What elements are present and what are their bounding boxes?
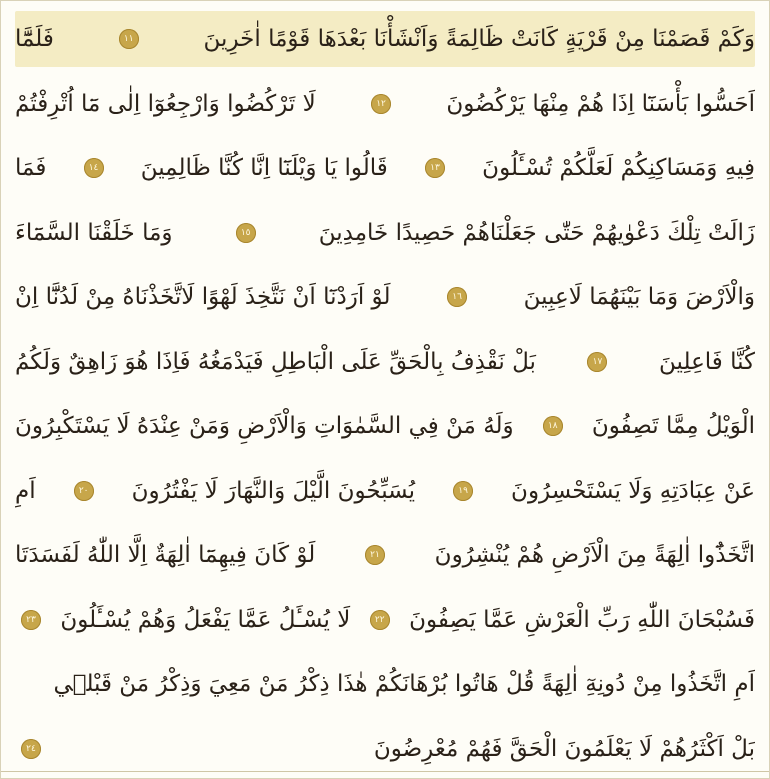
ayah-number-marker[interactable]: ١٣ [425, 158, 445, 178]
verse-text: كُنَّا فَاعِلِينَ [659, 349, 755, 375]
verse-text: اَمِ [15, 478, 36, 504]
verse-text: عَنْ عِبَادَتِهِ وَلَا يَسْتَحْسِرُونَ [511, 478, 755, 504]
verse-line[interactable] [15, 205, 755, 261]
verse-line[interactable] [15, 140, 755, 196]
verse-text: وَمَا خَلَقْنَا السَّمَٓاءَ [15, 220, 173, 246]
verse-text: يُسَبِّحُونَ الَّيْلَ وَالنَّهَارَ لَا يَفْتُرُونَ [131, 478, 416, 504]
ayah-number-marker[interactable]: ٢٣ [21, 610, 41, 630]
verse-text: اَحَسُّوا بَأْسَنَٓا اِذَا هُمْ مِنْهَا يَرْكُضُونَ [446, 91, 755, 117]
verse-line[interactable] [15, 398, 755, 454]
ayah-number-marker[interactable]: ٢٢ [370, 610, 390, 630]
verse-text: لَا يُسْـَٔلُ عَمَّا يَفْعَلُ وَهُمْ يُسْـَٔلُونَ [60, 607, 351, 633]
verse-line[interactable] [15, 334, 755, 390]
verse-text: لَوْ اَرَدْنَٓا اَنْ نَتَّخِذَ لَهْوًا لَاتَّخَذْنَاهُ مِنْ لَدُنَّٓا اِنْ [15, 284, 391, 310]
verse-line[interactable] [15, 592, 755, 648]
verse-line[interactable] [15, 11, 755, 67]
verse-text: زَالَتْ تِلْكَ دَعْوٰيهُمْ حَتّٰى جَعَلْنَاهُمْ حَصِيدًا خَامِدِينَ [318, 220, 755, 246]
verse-text: فَمَا [15, 155, 47, 181]
verse-text: بَلْ اَكْثَرُهُمْ لَا يَعْلَمُونَ الْحَقَّ فَهُمْ مُعْرِضُونَ [373, 736, 755, 762]
verse-text: الْوَيْلُ مِمَّا تَصِفُونَ [591, 413, 755, 439]
verse-text: اتَّخَذُٓوا اٰلِهَةً مِنَ الْاَرْضِ هُمْ يُنْشِرُونَ [434, 542, 755, 568]
ayah-number-marker[interactable]: ١١ [119, 29, 139, 49]
verse-text: قَالُوا يَا وَيْلَنَٓا اِنَّا كُنَّا ظَالِمِينَ [140, 155, 388, 181]
ayah-number-marker[interactable]: ١٩ [453, 481, 473, 501]
verse-line[interactable] [15, 721, 755, 777]
verse-line[interactable] [15, 269, 755, 325]
verse-text: فَسُبْحَانَ اللّٰهِ رَبِّ الْعَرْشِ عَمَّا يَصِفُونَ [409, 607, 755, 633]
ayah-number-marker[interactable]: ٢٤ [21, 739, 41, 759]
verse-line[interactable] [15, 527, 755, 583]
verse-line[interactable] [15, 463, 755, 519]
verse-text: اَمِ اتَّخَذُوا مِنْ دُونِهِٓ اٰلِهَةً قُلْ هَاتُوا بُرْهَانَكُمْ هٰذَا ذِكْرُ مَنْ مَعِيَ وَذِكْرُ مَنْ قَبْلٖي [53, 671, 755, 697]
verse-text: بَلْ نَقْذِفُ بِالْحَقِّ عَلَى الْبَاطِلِ فَيَدْمَغُهُ فَاِذَا هُوَ زَاهِقٌ وَلَكُمُ [15, 349, 536, 375]
ayah-number-marker[interactable]: ١٤ [84, 158, 104, 178]
verse-text: لَا تَرْكُضُوا وَارْجِعُوٓا اِلٰى مَٓا اُتْرِفْتُمْ [15, 91, 316, 117]
ayah-number-marker[interactable]: ٢١ [365, 545, 385, 565]
verse-line[interactable] [15, 656, 755, 712]
verse-text: وَكَمْ قَصَمْنَا مِنْ قَرْيَةٍ كَانَتْ ظَالِمَةً وَاَنْشَأْنَا بَعْدَهَا قَوْمًا اٰخَرِينَ [203, 26, 755, 52]
verse-text: لَوْ كَانَ فِيهِمَٓا اٰلِهَةٌ اِلَّا اللّٰهُ لَفَسَدَتَا [15, 542, 316, 568]
ayah-number-marker[interactable]: ١٨ [543, 416, 563, 436]
ayah-number-marker[interactable]: ١٧ [587, 352, 607, 372]
verse-text: وَالْاَرْضَ وَمَا بَيْنَهُمَا لَاعِبِينَ [523, 284, 755, 310]
verse-text: فِيهِ وَمَسَاكِنِكُمْ لَعَلَّكُمْ تُسْـَٔلُونَ [482, 155, 755, 181]
ayah-number-marker[interactable]: ٢٠ [74, 481, 94, 501]
verse-text: فَلَمَّٓا [15, 26, 54, 52]
bottom-divider [1, 771, 769, 772]
ayah-number-marker[interactable]: ١٥ [236, 223, 256, 243]
ayah-number-marker[interactable]: ١٢ [371, 94, 391, 114]
verse-text: وَلَهُ مَنْ فِي السَّمٰوَاتِ وَالْاَرْضِ وَمَنْ عِنْدَهُ لَا يَسْتَكْبِرُونَ [15, 413, 514, 439]
verse-line[interactable] [15, 76, 755, 132]
ayah-number-marker[interactable]: ١٦ [447, 287, 467, 307]
